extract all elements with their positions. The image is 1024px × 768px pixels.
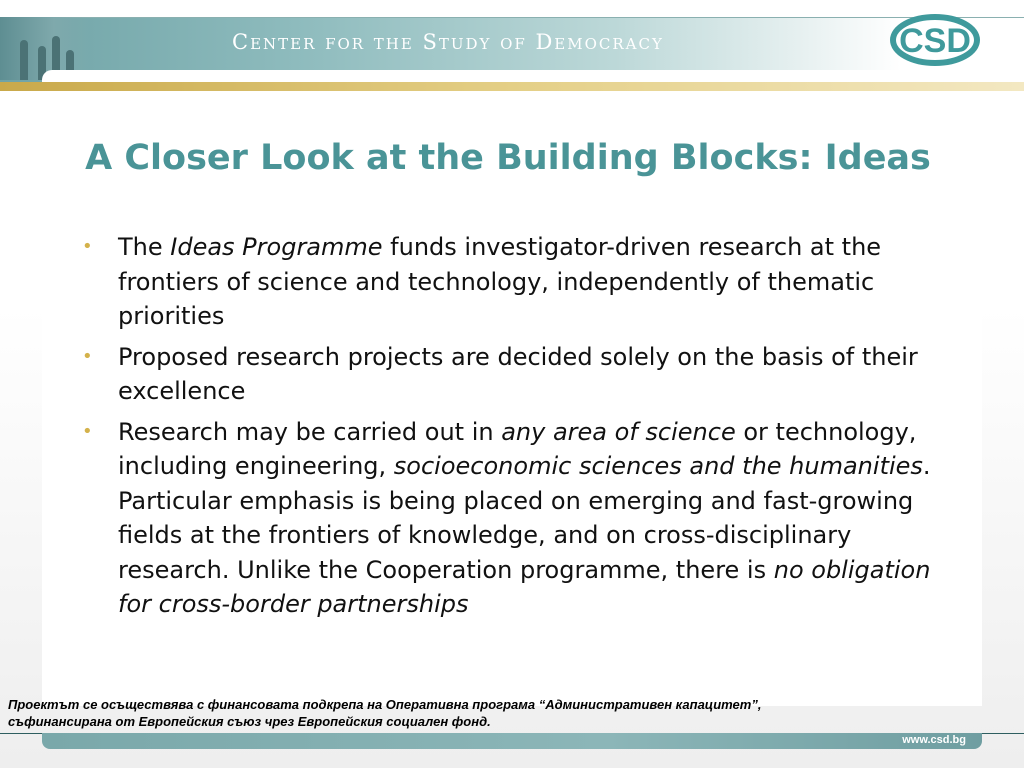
bullet-list bbox=[80, 230, 955, 628]
header bbox=[0, 0, 1024, 92]
logo-text: CSD bbox=[899, 22, 971, 60]
funding-note bbox=[8, 696, 888, 730]
person-silhouette bbox=[20, 40, 28, 80]
organization-name: Center for the Study of Democracy bbox=[232, 30, 664, 54]
bullet-emphasis-text: Ideas Programme bbox=[170, 233, 383, 261]
footer-bar bbox=[42, 733, 982, 749]
bullet-emphasis-text: any area of science bbox=[501, 417, 736, 446]
slide-title: A Closer Look at the Building Blocks: Ideas bbox=[85, 138, 931, 178]
bullet-item bbox=[80, 340, 955, 409]
funding-note-line-2: съфинансирана от Европейския съюз чрез Европейския социален фонд. bbox=[8, 714, 491, 729]
bullet-emphasis-text: socioeconomic sciences and the humanities bbox=[393, 452, 923, 480]
bullet-dot-icon: • bbox=[82, 345, 93, 367]
csd-logo-icon bbox=[890, 14, 980, 66]
bullet-dot-icon: • bbox=[82, 236, 93, 257]
bullet-item bbox=[80, 230, 955, 334]
gold-divider bbox=[0, 82, 1024, 91]
footer-url[interactable]: www.csd.bg bbox=[902, 734, 966, 746]
bullet-text: The bbox=[118, 233, 171, 261]
funding-note-line-1: Проектът се осъществява с финансовата подкрепа на Оперативна програма “Административен капацитет”, bbox=[8, 697, 762, 712]
bullet-text: funds investigator-driven research at the frontiers of science and technology, independently of thematic priorities bbox=[118, 233, 882, 330]
bullet-dot-icon: • bbox=[82, 420, 93, 442]
bullet-text: Research may be carried out in bbox=[118, 417, 502, 446]
bullet-item bbox=[80, 415, 955, 622]
bullet-emphasis-text: no obligation for cross-border partnerships bbox=[118, 555, 931, 618]
bullet-text: . Particular emphasis is being placed on emerging and fast-growing fields at the frontiers of knowledge, and on cross-disciplinary research. Unlike the Cooperation programme, there is bbox=[118, 452, 931, 584]
bullet-text: or technology, including engineering, bbox=[118, 417, 917, 480]
bullet-text: Proposed research projects are decided solely on the basis of their excellence bbox=[118, 342, 918, 405]
header-white-tab bbox=[42, 70, 1024, 82]
